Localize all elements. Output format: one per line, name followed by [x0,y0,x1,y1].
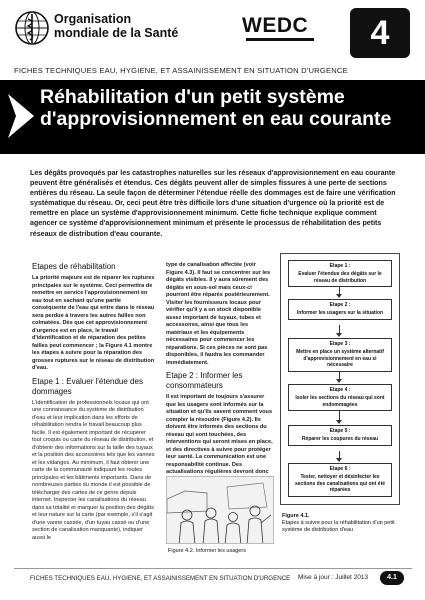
flow-step-1-text: Evaluer l'étendue des dégâts sur le réseau de distribution [298,271,382,284]
org-name-line1: Organisation [54,12,132,26]
flowchart [280,253,400,505]
section-heading-step1: Etape 1 : Evaluer l'étendue des dommages [32,376,143,396]
flow-step-1-label: Etape 1 : [329,263,351,269]
figure-caption-4-1 [282,513,412,534]
flow-step-6-label: Etape 6 : [329,466,351,472]
page-number-badge: 4.1 [380,571,404,585]
wedc-logo-underline [246,38,314,41]
org-name-line2: mondiale de la Santé [54,26,179,40]
flow-step-2-text: Informer les usagers sur la situation [296,310,384,317]
column-left [32,262,156,546]
figure-caption-4-2: Figure 4.2. Informer les usagers [168,548,246,554]
footer-update-date: Mise à jour : Juillet 2013 [298,574,369,581]
paragraph-rehabilitation: La priorité majeure est de réparer les ruptures principales sur le système. Ceci permettra de remettre en service l'approvisionnement en eau tout en sachant qu'une partie conséquente de l'eau qui entre dans le réseau sera perdue à travers les autres failles non colmatées. Dès que cet approvisionnement d'urgence est en place, le travail d'identification et de réparation des petites failles peut commencer ; la Figure 4.1 montre les étapes à suivre pour la réparation des grosses ruptures sur le réseau de distribution d'eau. [32,275,155,371]
flow-step-4 [288,384,392,411]
flow-step-2 [288,299,392,320]
who-emblem-icon [14,10,50,46]
arrow-down-icon [336,458,342,462]
intro-paragraph: Les dégâts provoqués par les catastrophes naturelles sur les réseaux d'approvisionnement en eau courante peuvent être généralisés et étendus. Ces dégâts peuvent aller de simples fissures à une perte de sections entières du réseau. La seule façon de déterminer l'étendue réelle des dommages est de faire une vérification systématique du réseau. Or, ceci peut être très difficile lors d'une situation d'urgence où la priorité est de remettre en place un système d'approvisionnement minimum. Cette fiche technique explique comment agencer ce système d'approvisionnement minimum et présente le processus de réhabilitation des petits réseaux de distribution d'eau courante. [30,169,396,238]
series-title: FICHES TECHNIQUES EAU, HYGIENE, ET ASSAINISSEMENT EN SITUATION D'URGENCE [14,66,348,75]
flow-step-1 [288,260,392,287]
arrow-down-icon [336,333,342,337]
section-heading-step2: Etape 2 : Informer les consommateurs [166,371,243,390]
flow-step-2-label: Etape 2 : [329,302,351,308]
flow-step-3 [288,338,392,372]
flow-step-5 [288,425,392,446]
sheet-number-badge: 4 [350,8,410,58]
people-sketch-icon [167,477,274,544]
flow-step-3-text: Mettre en place un système alternatif d'approvisionnement en eau si nécessaire [296,349,384,369]
footer-series-title: FICHES TECHNIQUES EAU, HYGIENE, ET ASSAINISSEMENT EN SITUATION D'URGENCE [30,575,291,582]
wedc-logo: WEDC [242,14,309,37]
figure-number: Figure 4.1. [282,513,310,519]
flow-step-5-label: Etape 5 : [329,428,351,434]
paragraph-step1: L'identification de professionnels locaux qui ont une connaissance du système de distribution d'eau et leur implication dans les efforts de réhabilitation rendra le travail beaucoup plus facile. Il est également important de récupérer tout croquis ou carte du réseau de distribution, et d'obtenir des informations sur la taille des tuyaux et la position des accessoires tels que les vannes et les vidanges. Au minimum, il faut obtenir une carte de la communauté indiquant les routes principales et les bâtiments importants. Dans de nombreuses parties du monde il est possible de télécharger des cartes de ce genre depuis internet. Inspecter les canalisations du réseau dans sa totalité et marquer la position des dégâts et leur nature sur la carte (par exemple, s'il s'agit d'une vanne cassée, d'un tuyau cassé ou d'une section de canalisation manquante), indiquer aussi le [32,399,155,541]
flow-step-4-label: Etape 4 : [329,387,351,393]
flow-step-6 [288,463,392,497]
section-heading-rehabilitation: Etapes de réhabilitation [32,262,116,271]
footer-divider [14,568,412,569]
column-middle [166,262,274,488]
arrow-down-icon [336,420,342,424]
page-title: Réhabilitation d'un petit système d'approvisionnement en eau courante [40,86,392,130]
arrow-down-icon [336,294,342,298]
flow-step-6-text: Tester, nettoyer et désinfecter les sections des canalisations qui ont été réparées [294,474,386,494]
organisation-name [54,12,178,40]
flow-step-5-text: Réparer les coupures du réseau [301,436,379,443]
figure-caption-text: Etapes à suivre pour la réhabilitation d'un petit système de distribution d'eau [282,520,395,533]
flow-step-4-text: Isoler les sections du réseau qui sont endommagées [295,395,385,408]
paragraph-step1-continued: type de canalisation affectée (voir Figure 4.3). Il faut se concentrer sur les dégâts visibles. Il y aura sûrement des dégâts en sous-sol mais ceux-ci pourront être réparés postérieurement. Visiter les fournisseurs locaux pour vérifier qu'il y a un stock disponible assez important de tuyaux, tubes et accessoires, ainsi que tous les matériaux et les équipements nécessaires pour commencer les réparations. Si ces pièces ne sont pas disponibles, il faudra les commander immédiatement. [166,262,271,366]
title-banner [0,80,425,154]
flow-step-3-label: Etape 3 : [329,341,351,347]
paragraph-step2: Il est important de toujours s'assurer que les usagers sont informés sur la situation et qu'ils savent comment vous compter la résoudre (Figure 4.2). Ils doivent être informés des sections du réseau qui sont touchées, des interventions qui seront mises en place, et des directives à suivre pour protéger leur santé. La communication est une responsabilité continue. Des actualisations régulières devront donc [166,394,273,475]
arrow-down-icon [336,379,342,383]
illustration-informing-users [166,476,274,544]
arrow-right-icon [8,94,34,138]
